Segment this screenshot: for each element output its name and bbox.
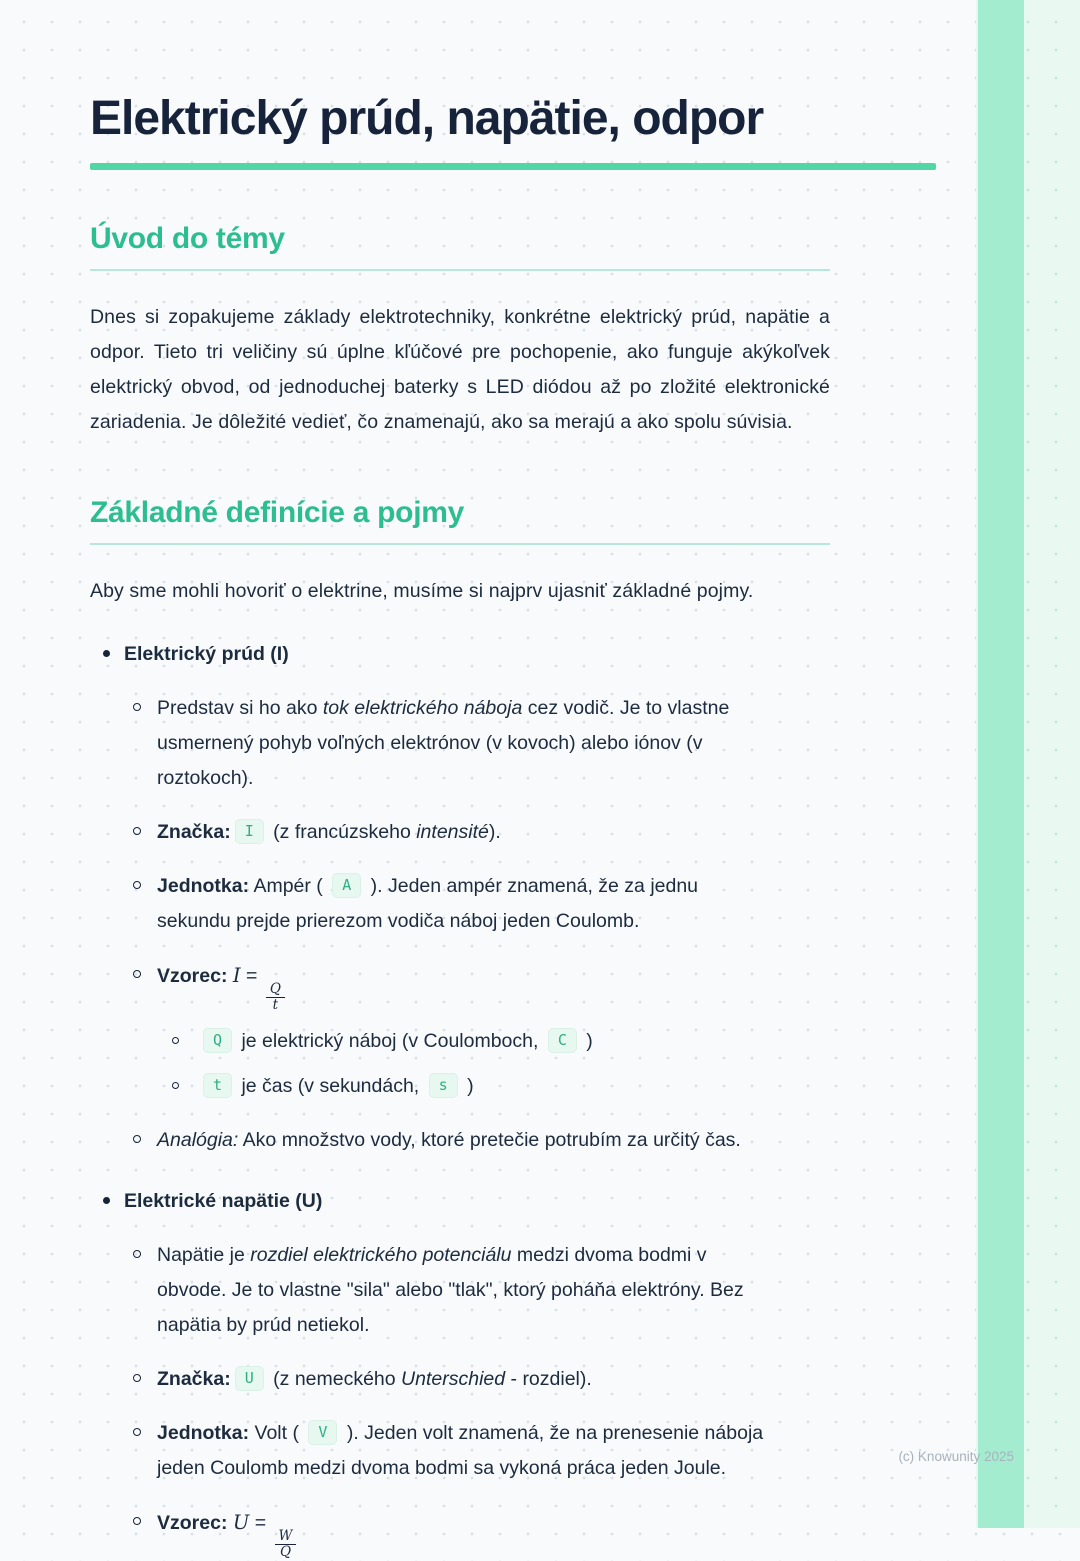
current-description-item — [124, 691, 772, 796]
text-segment: je elektrický náboj (v Coulomboch, — [236, 1029, 544, 1052]
text-segment: = — [240, 964, 263, 987]
circle-bullet-icon — [133, 970, 141, 978]
circle-bullet-icon — [133, 1135, 141, 1143]
text-segment: tok elektrického náboja — [322, 696, 523, 719]
inline-code-chip: C — [548, 1028, 577, 1053]
formula-variables-list — [157, 1024, 772, 1104]
voltage-symbol-text — [157, 1362, 772, 1397]
intro-paragraph: Dnes si zopakujeme základy elektrotechniky, konkrétne elektrický prúd, napätie a odpor. Tieto tri veličiny sú úplne kľúčové pre pochopenie, ako funguje akýkoľvek elektrický obvod, od jednoduchej baterky s LED diódou až po zložité elektronické zariadenia. Je dôležité vedieť, čo znamenajú, ako sa merajú a ako spolu súvisia. — [90, 305, 830, 433]
page-edge-stripe — [978, 0, 1024, 1528]
section-definitions — [90, 496, 830, 1561]
current-unit-item — [124, 869, 772, 939]
circle-bullet-icon — [133, 1250, 141, 1258]
text-segment: ) — [580, 1029, 593, 1052]
text-segment: I — [232, 963, 241, 987]
note-content — [90, 0, 936, 1561]
circle-bullet-icon — [133, 1428, 141, 1436]
definitions-list — [90, 637, 830, 1561]
variable-q-item — [157, 1024, 772, 1059]
text-segment: medzi dvoma bodmi v obvode. Je to vlastne "sila" alebo "tlak", ktorý poháňa elektróny. Bez napätia by prúd netiekol. — [157, 1243, 744, 1336]
section-intro — [90, 222, 830, 440]
text-segment: Jednotka: — [157, 1421, 250, 1444]
circle-bullet-icon — [133, 827, 141, 835]
variable-t-text — [199, 1069, 772, 1104]
circle-bullet-icon — [172, 1037, 179, 1044]
current-analogy-item — [124, 1123, 772, 1158]
footer-credit: (c) Knowunity 2025 — [898, 1449, 1014, 1464]
current-symbol-text — [157, 815, 772, 850]
text-segment: Volt ( — [249, 1421, 305, 1444]
voltage-formula-item — [124, 1505, 772, 1561]
current-formula-item — [124, 958, 772, 1104]
bullet-icon — [103, 1197, 110, 1204]
text-segment: Napätie je — [157, 1243, 251, 1266]
text-segment: (z nemeckého — [267, 1367, 402, 1390]
bullet-icon — [103, 650, 110, 657]
text-segment: cez vodič. Je to vlastne usmernený pohyb voľných elektrónov (v kovoch) alebo iónov (v roztokoch). — [157, 696, 730, 789]
text-segment: - rozdiel). — [505, 1367, 592, 1390]
formula-fraction: $\frac{W}{Q}$ — [275, 1529, 297, 1561]
circle-bullet-icon — [133, 1374, 141, 1382]
definitions-heading: Základné definície a pojmy — [90, 496, 830, 545]
voltage-unit-text — [157, 1416, 772, 1486]
text-segment: (z francúzskeho — [267, 820, 417, 843]
list-item-current — [90, 637, 830, 1158]
text-segment: Vzorec: — [157, 964, 228, 987]
text-segment: Značka: — [157, 820, 231, 843]
circle-bullet-icon — [133, 1517, 141, 1525]
circle-bullet-icon — [172, 1082, 179, 1089]
voltage-formula-text — [157, 1505, 772, 1561]
intro-heading: Úvod do témy — [90, 222, 830, 271]
inline-code-chip: s — [429, 1073, 458, 1098]
list-item-voltage — [90, 1184, 830, 1561]
variable-t-item — [157, 1069, 772, 1104]
text-segment: ). Jeden ampér znamená, že za jednu sekundu prejde prierezom vodiča náboj jeden Coulomb. — [157, 874, 699, 932]
variable-q-text — [199, 1024, 772, 1059]
text-segment: Značka: — [157, 1367, 231, 1390]
voltage-sublist — [124, 1238, 830, 1561]
text-segment: ) — [461, 1074, 474, 1097]
formula-fraction: $\frac{Q}{t}$ — [266, 982, 285, 1014]
inline-code-chip: Q — [203, 1028, 232, 1053]
inline-code-chip: t — [203, 1073, 232, 1098]
circle-bullet-icon — [133, 881, 141, 889]
voltage-description-item — [124, 1238, 772, 1343]
title-underline — [90, 163, 936, 170]
current-analogy-text — [157, 1123, 772, 1158]
inline-code-chip: I — [235, 819, 264, 844]
term-voltage-label: Elektrické napätie (U) — [124, 1189, 323, 1212]
page-edge-zone — [976, 0, 1080, 1528]
current-sublist — [124, 691, 830, 1158]
text-segment: = — [249, 1511, 272, 1534]
inline-code-chip: A — [332, 873, 361, 898]
text-segment: Predstav si ho ako — [157, 696, 323, 719]
page-title: Elektrický prúd, napätie, odpor — [90, 92, 764, 145]
inline-code-chip: V — [308, 1420, 337, 1445]
definitions-intro-paragraph: Aby sme mohli hovoriť o elektrine, musíme si najprv ujasniť základné pojmy. — [90, 579, 754, 602]
inline-code-chip: U — [235, 1366, 264, 1391]
circle-bullet-icon — [133, 703, 141, 711]
text-segment: U — [232, 1510, 250, 1534]
text-segment: Jednotka: — [157, 874, 250, 897]
text-segment: Ampér ( — [249, 874, 329, 897]
text-segment: Unterschied — [401, 1367, 506, 1390]
current-formula-text — [157, 958, 772, 1014]
term-current-label: Elektrický prúd (I) — [124, 642, 289, 665]
text-segment: ). — [488, 820, 501, 843]
current-description-text — [157, 691, 772, 796]
current-symbol-item — [124, 815, 772, 850]
text-segment: Ako množstvo vody, ktoré pretečie potrubím za určitý čas. — [238, 1128, 741, 1151]
voltage-unit-item — [124, 1416, 772, 1486]
text-segment: Analógia: — [157, 1128, 239, 1151]
voltage-description-text — [157, 1238, 772, 1343]
text-segment: rozdiel elektrického potenciálu — [250, 1243, 512, 1266]
current-unit-text — [157, 869, 772, 939]
text-segment: intensité — [416, 820, 489, 843]
text-segment: je čas (v sekundách, — [236, 1074, 425, 1097]
text-segment: ). Jeden volt znamená, že na prenesenie náboja jeden Coulomb medzi dvoma bodmi sa vykoná práca jeden Joule. — [157, 1421, 764, 1479]
voltage-symbol-item — [124, 1362, 772, 1397]
text-segment: Vzorec: — [157, 1511, 228, 1534]
